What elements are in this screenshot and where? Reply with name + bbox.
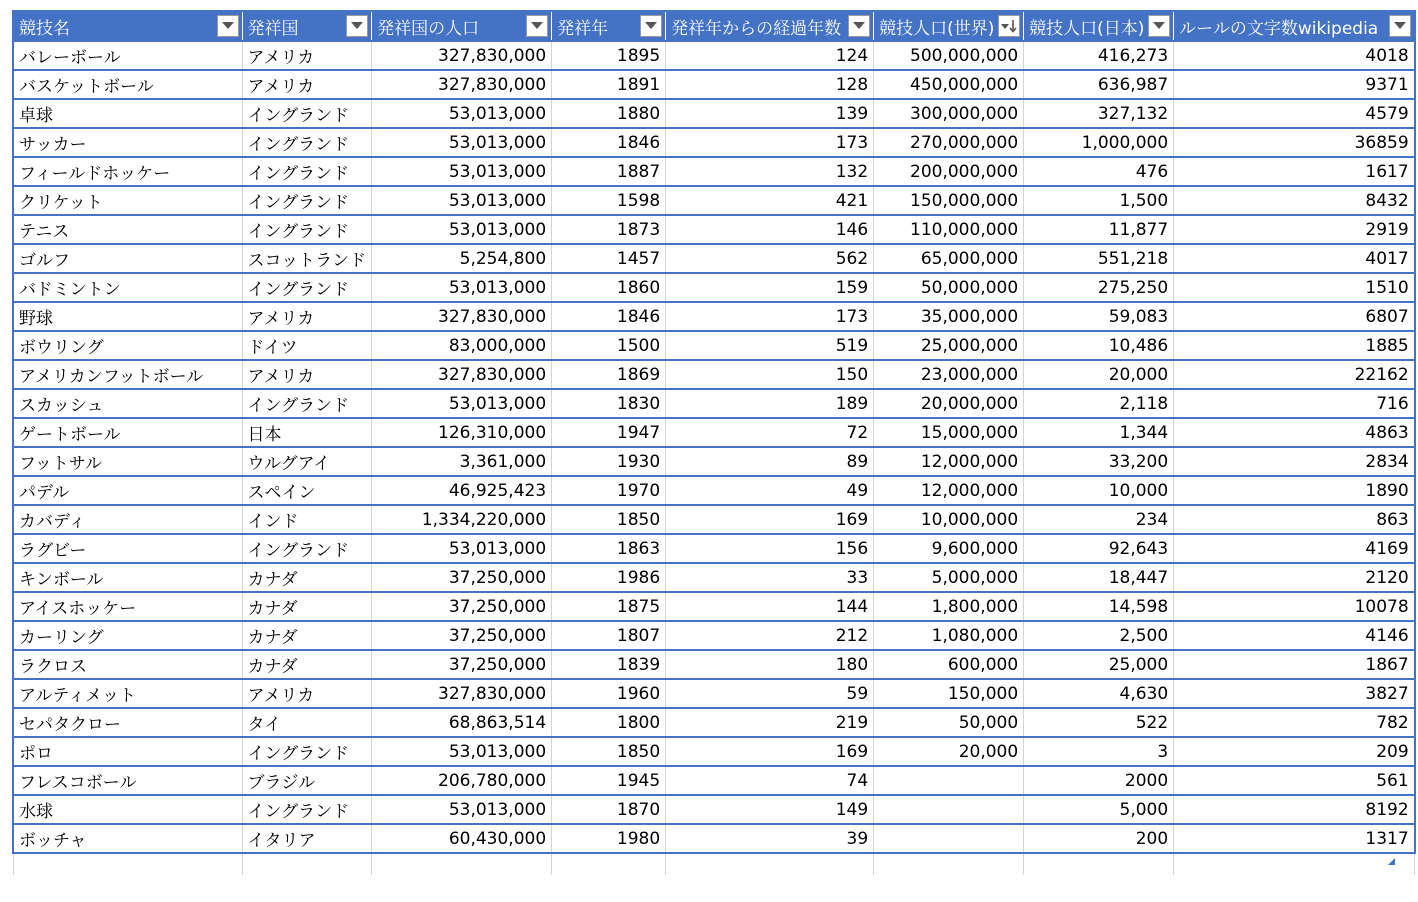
table-cell[interactable]: 60,430,000 bbox=[372, 824, 552, 853]
table-cell[interactable]: 636,987 bbox=[1024, 70, 1174, 99]
table-cell[interactable]: 33 bbox=[666, 563, 874, 592]
table-cell[interactable]: 206,780,000 bbox=[372, 766, 552, 795]
table-cell[interactable]: 1875 bbox=[552, 592, 666, 621]
table-cell[interactable]: 2834 bbox=[1174, 447, 1415, 476]
table-cell[interactable]: ボッチャ bbox=[13, 824, 242, 853]
table-cell[interactable]: 327,830,000 bbox=[372, 70, 552, 99]
table-cell[interactable]: 22162 bbox=[1174, 360, 1415, 389]
table-cell[interactable]: 1,800,000 bbox=[874, 592, 1024, 621]
table-cell[interactable]: 1895 bbox=[552, 41, 666, 70]
table-cell[interactable]: 1850 bbox=[552, 737, 666, 766]
table-cell[interactable]: 37,250,000 bbox=[372, 621, 552, 650]
table-cell[interactable]: 11,877 bbox=[1024, 215, 1174, 244]
table-cell[interactable]: 1500 bbox=[552, 331, 666, 360]
table-cell[interactable]: イングランド bbox=[242, 128, 372, 157]
table-cell[interactable]: 1617 bbox=[1174, 157, 1415, 186]
table-cell[interactable]: 35,000,000 bbox=[874, 302, 1024, 331]
table-cell[interactable]: 59 bbox=[666, 679, 874, 708]
table-cell[interactable]: フィールドホッケー bbox=[13, 157, 242, 186]
table-cell[interactable]: 14,598 bbox=[1024, 592, 1174, 621]
empty-cell[interactable] bbox=[1024, 853, 1174, 875]
table-cell[interactable]: 1960 bbox=[552, 679, 666, 708]
table-cell[interactable]: 1869 bbox=[552, 360, 666, 389]
table-row bbox=[13, 679, 1415, 708]
table-row bbox=[13, 476, 1415, 505]
table-cell[interactable]: 209 bbox=[1174, 737, 1415, 766]
table-cell[interactable]: 421 bbox=[666, 186, 874, 215]
table-row bbox=[13, 389, 1415, 418]
table-cell[interactable]: 4,630 bbox=[1024, 679, 1174, 708]
table-row bbox=[13, 360, 1415, 389]
table-cell[interactable]: イングランド bbox=[242, 534, 372, 563]
table-cell[interactable]: 37,250,000 bbox=[372, 563, 552, 592]
table-cell[interactable]: 89 bbox=[666, 447, 874, 476]
table-cell[interactable]: 10,486 bbox=[1024, 331, 1174, 360]
column-header-label: 競技人口(世界) bbox=[879, 18, 995, 39]
table-cell[interactable]: 68,863,514 bbox=[372, 708, 552, 737]
table-cell[interactable]: カーリング bbox=[13, 621, 242, 650]
table-cell[interactable]: 1807 bbox=[552, 621, 666, 650]
table-row bbox=[13, 302, 1415, 331]
table-cell[interactable]: 327,830,000 bbox=[372, 360, 552, 389]
table-cell[interactable]: 50,000 bbox=[874, 708, 1024, 737]
table-cell[interactable]: カナダ bbox=[242, 563, 372, 592]
empty-cell[interactable] bbox=[372, 853, 552, 875]
table-cell[interactable]: 1317 bbox=[1174, 824, 1415, 853]
table-cell[interactable]: 4579 bbox=[1174, 99, 1415, 128]
table-cell[interactable]: セパタクロー bbox=[13, 708, 242, 737]
table-cell[interactable]: 33,200 bbox=[1024, 447, 1174, 476]
table-cell[interactable]: 600,000 bbox=[874, 650, 1024, 679]
table-cell[interactable]: 18,447 bbox=[1024, 563, 1174, 592]
table-cell[interactable]: 561 bbox=[1174, 766, 1415, 795]
column-header-label: ルールの文字数wikipedia bbox=[1179, 18, 1379, 39]
table-cell[interactable]: 1,334,220,000 bbox=[372, 505, 552, 534]
table-cell[interactable]: 1863 bbox=[552, 534, 666, 563]
table-cell[interactable]: 53,013,000 bbox=[372, 186, 552, 215]
filter-dropdown-icon[interactable] bbox=[217, 15, 239, 37]
table-row bbox=[13, 795, 1415, 824]
table-cell[interactable]: 1830 bbox=[552, 389, 666, 418]
table-cell[interactable]: 200 bbox=[1024, 824, 1174, 853]
table-cell[interactable]: イングランド bbox=[242, 737, 372, 766]
table-cell[interactable]: 1846 bbox=[552, 128, 666, 157]
table-cell[interactable]: アメリカ bbox=[242, 41, 372, 70]
table-cell[interactable]: カナダ bbox=[242, 650, 372, 679]
filter-dropdown-icon[interactable] bbox=[848, 15, 870, 37]
table-cell[interactable]: 野球 bbox=[13, 302, 242, 331]
table-cell[interactable]: 562 bbox=[666, 244, 874, 273]
table-cell[interactable]: イングランド bbox=[242, 795, 372, 824]
table-cell[interactable]: 124 bbox=[666, 41, 874, 70]
table-cell[interactable]: カナダ bbox=[242, 621, 372, 650]
table-cell[interactable]: アメリカ bbox=[242, 302, 372, 331]
column-header[interactable] bbox=[372, 11, 552, 41]
table-cell[interactable]: クリケット bbox=[13, 186, 242, 215]
table-cell[interactable]: 519 bbox=[666, 331, 874, 360]
table-cell[interactable]: スコットランド bbox=[242, 244, 372, 273]
table-cell[interactable]: 10,000 bbox=[1024, 476, 1174, 505]
table-cell[interactable]: イングランド bbox=[242, 273, 372, 302]
table-cell[interactable]: 10,000,000 bbox=[874, 505, 1024, 534]
table-row bbox=[13, 737, 1415, 766]
table-cell[interactable]: 1891 bbox=[552, 70, 666, 99]
table-cell[interactable]: 150,000 bbox=[874, 679, 1024, 708]
table-cell[interactable]: 日本 bbox=[242, 418, 372, 447]
column-header-label: 発祥国の人口 bbox=[377, 18, 480, 39]
table-cell[interactable]: 1870 bbox=[552, 795, 666, 824]
table-cell[interactable]: 3827 bbox=[1174, 679, 1415, 708]
table-cell[interactable]: 53,013,000 bbox=[372, 99, 552, 128]
empty-cell[interactable] bbox=[242, 853, 372, 875]
table-row bbox=[13, 592, 1415, 621]
table-cell[interactable]: ゲートボール bbox=[13, 418, 242, 447]
table-cell[interactable]: イングランド bbox=[242, 215, 372, 244]
empty-cell[interactable] bbox=[1174, 853, 1415, 875]
table-row bbox=[13, 70, 1415, 99]
column-header[interactable] bbox=[13, 11, 242, 41]
table-cell[interactable]: 53,013,000 bbox=[372, 737, 552, 766]
table-cell[interactable]: 1,000,000 bbox=[1024, 128, 1174, 157]
filter-dropdown-icon[interactable] bbox=[526, 15, 548, 37]
column-header[interactable] bbox=[874, 11, 1024, 41]
table-cell[interactable]: 1885 bbox=[1174, 331, 1415, 360]
table-cell[interactable]: 20,000 bbox=[1024, 360, 1174, 389]
table-cell[interactable]: 20,000,000 bbox=[874, 389, 1024, 418]
empty-cell[interactable] bbox=[874, 853, 1024, 875]
table-cell[interactable] bbox=[874, 795, 1024, 824]
table-row bbox=[13, 273, 1415, 302]
table-cell[interactable]: テニス bbox=[13, 215, 242, 244]
table-cell[interactable]: 23,000,000 bbox=[874, 360, 1024, 389]
table-cell[interactable]: 270,000,000 bbox=[874, 128, 1024, 157]
table-row bbox=[13, 650, 1415, 679]
table-cell[interactable]: 1880 bbox=[552, 99, 666, 128]
table-row bbox=[13, 41, 1415, 70]
table-cell[interactable]: 1510 bbox=[1174, 273, 1415, 302]
table-cell[interactable]: 4863 bbox=[1174, 418, 1415, 447]
table-cell[interactable]: 74 bbox=[666, 766, 874, 795]
column-header-label: 競技名 bbox=[19, 18, 70, 39]
table-cell[interactable]: 416,273 bbox=[1024, 41, 1174, 70]
table-cell[interactable]: 8192 bbox=[1174, 795, 1415, 824]
table-cell[interactable]: アメリカ bbox=[242, 70, 372, 99]
table-cell[interactable]: 37,250,000 bbox=[372, 650, 552, 679]
table-cell[interactable]: アイスホッケー bbox=[13, 592, 242, 621]
table-cell[interactable]: 169 bbox=[666, 505, 874, 534]
table-cell[interactable]: 1945 bbox=[552, 766, 666, 795]
table-cell[interactable]: 37,250,000 bbox=[372, 592, 552, 621]
table-cell[interactable]: 4018 bbox=[1174, 41, 1415, 70]
table-cell[interactable]: 144 bbox=[666, 592, 874, 621]
table-cell[interactable]: 53,013,000 bbox=[372, 128, 552, 157]
table-cell[interactable]: スカッシュ bbox=[13, 389, 242, 418]
table-cell[interactable]: 59,083 bbox=[1024, 302, 1174, 331]
table-cell[interactable]: 500,000,000 bbox=[874, 41, 1024, 70]
table-cell[interactable]: 156 bbox=[666, 534, 874, 563]
table-row bbox=[13, 534, 1415, 563]
table-cell[interactable]: パデル bbox=[13, 476, 242, 505]
table-cell[interactable]: 126,310,000 bbox=[372, 418, 552, 447]
table-cell[interactable]: 20,000 bbox=[874, 737, 1024, 766]
table-cell[interactable]: 128 bbox=[666, 70, 874, 99]
table-cell[interactable]: 189 bbox=[666, 389, 874, 418]
table-cell[interactable]: 2919 bbox=[1174, 215, 1415, 244]
table-cell[interactable]: カナダ bbox=[242, 592, 372, 621]
empty-row bbox=[13, 853, 1415, 875]
table-row bbox=[13, 505, 1415, 534]
table-cell[interactable]: 4169 bbox=[1174, 534, 1415, 563]
table-cell[interactable]: アメリカ bbox=[242, 360, 372, 389]
table-cell[interactable]: アメリカ bbox=[242, 679, 372, 708]
table-cell[interactable]: 1867 bbox=[1174, 650, 1415, 679]
sports-table bbox=[12, 10, 1416, 875]
table-cell[interactable]: 53,013,000 bbox=[372, 534, 552, 563]
table-cell[interactable]: 1890 bbox=[1174, 476, 1415, 505]
table-row bbox=[13, 128, 1415, 157]
table-cell[interactable]: 169 bbox=[666, 737, 874, 766]
table-cell[interactable]: 2000 bbox=[1024, 766, 1174, 795]
table-cell[interactable]: イングランド bbox=[242, 157, 372, 186]
table-cell[interactable]: ラクロス bbox=[13, 650, 242, 679]
table-cell[interactable]: 132 bbox=[666, 157, 874, 186]
table-row bbox=[13, 824, 1415, 853]
table-cell[interactable]: 522 bbox=[1024, 708, 1174, 737]
table-cell[interactable]: ゴルフ bbox=[13, 244, 242, 273]
empty-cell[interactable] bbox=[552, 853, 666, 875]
table-cell[interactable]: インド bbox=[242, 505, 372, 534]
table-cell[interactable]: 39 bbox=[666, 824, 874, 853]
table-cell[interactable]: 9371 bbox=[1174, 70, 1415, 99]
table-cell[interactable]: 327,830,000 bbox=[372, 41, 552, 70]
table-cell[interactable]: 212 bbox=[666, 621, 874, 650]
table-row bbox=[13, 157, 1415, 186]
table-cell[interactable]: 300,000,000 bbox=[874, 99, 1024, 128]
table-cell[interactable]: 159 bbox=[666, 273, 874, 302]
table-cell[interactable]: 450,000,000 bbox=[874, 70, 1024, 99]
table-cell[interactable]: 12,000,000 bbox=[874, 476, 1024, 505]
table-cell[interactable] bbox=[874, 766, 1024, 795]
table-cell[interactable]: 327,132 bbox=[1024, 99, 1174, 128]
table-cell[interactable]: 219 bbox=[666, 708, 874, 737]
table-cell[interactable]: 150,000,000 bbox=[874, 186, 1024, 215]
header-row bbox=[13, 11, 1415, 41]
table-cell[interactable]: 1457 bbox=[552, 244, 666, 273]
table-cell[interactable]: 53,013,000 bbox=[372, 273, 552, 302]
table-cell[interactable]: 25,000 bbox=[1024, 650, 1174, 679]
column-header[interactable] bbox=[1174, 11, 1415, 41]
table-cell[interactable]: スペイン bbox=[242, 476, 372, 505]
table-cell[interactable]: バスケットボール bbox=[13, 70, 242, 99]
table-cell[interactable]: 180 bbox=[666, 650, 874, 679]
table-cell[interactable]: 46,925,423 bbox=[372, 476, 552, 505]
column-header[interactable] bbox=[1024, 11, 1174, 41]
table-cell[interactable]: 4017 bbox=[1174, 244, 1415, 273]
table-cell[interactable]: 2,500 bbox=[1024, 621, 1174, 650]
table-cell[interactable]: 139 bbox=[666, 99, 874, 128]
table-row bbox=[13, 331, 1415, 360]
table-cell[interactable]: 65,000,000 bbox=[874, 244, 1024, 273]
empty-cell[interactable] bbox=[666, 853, 874, 875]
table-cell[interactable]: 1930 bbox=[552, 447, 666, 476]
table-cell[interactable]: キンボール bbox=[13, 563, 242, 592]
table-cell[interactable]: 水球 bbox=[13, 795, 242, 824]
table-cell[interactable]: 234 bbox=[1024, 505, 1174, 534]
table-cell[interactable]: 12,000,000 bbox=[874, 447, 1024, 476]
filter-dropdown-icon[interactable] bbox=[1148, 15, 1170, 37]
table-cell[interactable]: ブラジル bbox=[242, 766, 372, 795]
table-cell[interactable]: ポロ bbox=[13, 737, 242, 766]
table-row bbox=[13, 244, 1415, 273]
table-cell[interactable]: 6807 bbox=[1174, 302, 1415, 331]
table-cell[interactable]: 149 bbox=[666, 795, 874, 824]
column-header-label: 発祥国 bbox=[247, 18, 299, 39]
table-cell[interactable]: 8432 bbox=[1174, 186, 1415, 215]
table-cell[interactable]: イングランド bbox=[242, 186, 372, 215]
table-cell[interactable]: 53,013,000 bbox=[372, 157, 552, 186]
table-cell[interactable]: ドイツ bbox=[242, 331, 372, 360]
table-cell[interactable]: タイ bbox=[242, 708, 372, 737]
table-cell[interactable]: 3,361,000 bbox=[372, 447, 552, 476]
table-cell[interactable]: 863 bbox=[1174, 505, 1415, 534]
table-cell[interactable]: 83,000,000 bbox=[372, 331, 552, 360]
filter-dropdown-icon[interactable] bbox=[640, 15, 662, 37]
table-cell[interactable]: バレーボール bbox=[13, 41, 242, 70]
table-cell[interactable]: 2120 bbox=[1174, 563, 1415, 592]
filter-sort-descending-icon[interactable] bbox=[998, 15, 1020, 37]
table-cell[interactable]: イングランド bbox=[242, 99, 372, 128]
table-cell[interactable]: フレスコボール bbox=[13, 766, 242, 795]
table-cell[interactable]: アルティメット bbox=[13, 679, 242, 708]
table-cell[interactable]: バドミントン bbox=[13, 273, 242, 302]
table-cell[interactable]: 275,250 bbox=[1024, 273, 1174, 302]
table-cell[interactable]: ボウリング bbox=[13, 331, 242, 360]
table-cell[interactable]: 72 bbox=[666, 418, 874, 447]
table-cell[interactable]: イングランド bbox=[242, 389, 372, 418]
table-cell[interactable]: 9,600,000 bbox=[874, 534, 1024, 563]
table-cell[interactable]: 327,830,000 bbox=[372, 679, 552, 708]
table-cell[interactable]: 25,000,000 bbox=[874, 331, 1024, 360]
filter-dropdown-icon[interactable] bbox=[1389, 15, 1411, 37]
table-row bbox=[13, 563, 1415, 592]
table-cell[interactable]: 3 bbox=[1024, 737, 1174, 766]
table-cell[interactable]: 200,000,000 bbox=[874, 157, 1024, 186]
table-cell[interactable]: 327,830,000 bbox=[372, 302, 552, 331]
table-cell[interactable]: 1947 bbox=[552, 418, 666, 447]
table-cell[interactable]: 53,013,000 bbox=[372, 795, 552, 824]
table-cell[interactable]: 5,000,000 bbox=[874, 563, 1024, 592]
table-cell[interactable]: カバディ bbox=[13, 505, 242, 534]
table-row bbox=[13, 418, 1415, 447]
table-row bbox=[13, 708, 1415, 737]
table-row bbox=[13, 215, 1415, 244]
empty-cell[interactable] bbox=[13, 853, 242, 875]
column-header-label: 競技人口(日本) bbox=[1029, 18, 1145, 39]
table-cell[interactable]: 782 bbox=[1174, 708, 1415, 737]
table-cell[interactable]: 150 bbox=[666, 360, 874, 389]
table-cell[interactable]: 5,254,800 bbox=[372, 244, 552, 273]
table-cell[interactable]: 1860 bbox=[552, 273, 666, 302]
table-cell[interactable]: 1970 bbox=[552, 476, 666, 505]
table-cell[interactable]: 49 bbox=[666, 476, 874, 505]
table-cell[interactable]: 1,080,000 bbox=[874, 621, 1024, 650]
table-cell[interactable]: 1980 bbox=[552, 824, 666, 853]
table-cell[interactable]: 卓球 bbox=[13, 99, 242, 128]
table-cell[interactable]: 551,218 bbox=[1024, 244, 1174, 273]
table-cell[interactable]: 92,643 bbox=[1024, 534, 1174, 563]
table-cell[interactable]: サッカー bbox=[13, 128, 242, 157]
table-cell[interactable]: ウルグアイ bbox=[242, 447, 372, 476]
table-row bbox=[13, 621, 1415, 650]
table-row bbox=[13, 447, 1415, 476]
table-cell[interactable]: 1986 bbox=[552, 563, 666, 592]
table-cell[interactable]: 10078 bbox=[1174, 592, 1415, 621]
table-cell[interactable]: 1850 bbox=[552, 505, 666, 534]
table-cell[interactable]: 110,000,000 bbox=[874, 215, 1024, 244]
table-cell[interactable]: 1887 bbox=[552, 157, 666, 186]
table-row bbox=[13, 99, 1415, 128]
table-cell[interactable]: 1873 bbox=[552, 215, 666, 244]
table-resize-handle-icon[interactable] bbox=[1387, 857, 1396, 866]
table-row bbox=[13, 766, 1415, 795]
table-cell[interactable]: 1598 bbox=[552, 186, 666, 215]
table-cell[interactable]: 36859 bbox=[1174, 128, 1415, 157]
filter-dropdown-icon[interactable] bbox=[346, 15, 368, 37]
table-cell[interactable]: 5,000 bbox=[1024, 795, 1174, 824]
table-cell[interactable]: 1800 bbox=[552, 708, 666, 737]
table-cell[interactable]: 53,013,000 bbox=[372, 389, 552, 418]
table-cell[interactable]: フットサル bbox=[13, 447, 242, 476]
column-header-label: 発祥年 bbox=[557, 18, 609, 39]
table-row bbox=[13, 186, 1415, 215]
table-cell[interactable] bbox=[874, 824, 1024, 853]
table-cell[interactable]: 15,000,000 bbox=[874, 418, 1024, 447]
table-cell[interactable]: 1,500 bbox=[1024, 186, 1174, 215]
column-header-label: 発祥年からの経過年数 bbox=[671, 18, 842, 39]
column-header[interactable] bbox=[552, 11, 666, 41]
table-cell[interactable]: イタリア bbox=[242, 824, 372, 853]
column-header[interactable] bbox=[242, 11, 372, 41]
table-cell[interactable]: 173 bbox=[666, 302, 874, 331]
table-cell[interactable]: 4146 bbox=[1174, 621, 1415, 650]
column-header[interactable] bbox=[666, 11, 874, 41]
table-cell[interactable]: 476 bbox=[1024, 157, 1174, 186]
table-cell[interactable]: アメリカンフットボール bbox=[13, 360, 242, 389]
table-cell[interactable]: 716 bbox=[1174, 389, 1415, 418]
table-cell[interactable]: 2,118 bbox=[1024, 389, 1174, 418]
table-cell[interactable]: 1846 bbox=[552, 302, 666, 331]
table-cell[interactable]: 1839 bbox=[552, 650, 666, 679]
table-cell[interactable]: ラグビー bbox=[13, 534, 242, 563]
table-cell[interactable]: 173 bbox=[666, 128, 874, 157]
table-cell[interactable]: 146 bbox=[666, 215, 874, 244]
table-cell[interactable]: 50,000,000 bbox=[874, 273, 1024, 302]
table-cell[interactable]: 1,344 bbox=[1024, 418, 1174, 447]
table-cell[interactable]: 53,013,000 bbox=[372, 215, 552, 244]
